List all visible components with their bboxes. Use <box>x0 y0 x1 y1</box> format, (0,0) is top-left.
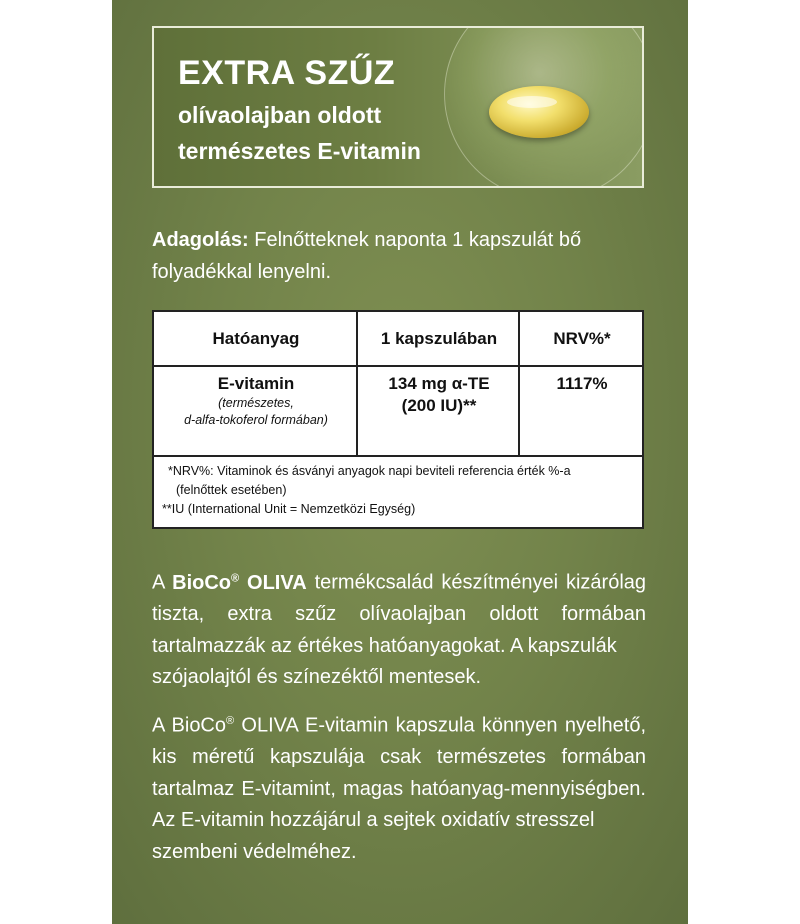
footnote-nrv-cont: (felnőttek esetében) <box>176 483 287 497</box>
product-banner <box>152 26 644 188</box>
ingredient-note-1: (természetes, <box>218 396 294 410</box>
amount-line-1: 134 mg α-TE <box>388 374 490 393</box>
table-footnotes <box>162 462 571 519</box>
ingredient-cell <box>154 373 358 429</box>
p1-body: termékcsalád készítményei kizárólag tiszta, extra szűz olívaolajban oldott formában tartalmazzák az értékes hatóanyagokat. A kapszulák <box>152 571 647 657</box>
dosage-text <box>152 224 632 288</box>
header-ingredient: Hatóanyag <box>212 328 300 348</box>
dosage-label: Adagolás: <box>152 229 249 251</box>
table-row <box>154 365 642 457</box>
product-panel <box>112 0 688 924</box>
dosage-instructions: Felnőtteknek naponta 1 kapszulát bő folyadékkal lenyelni. <box>152 229 582 283</box>
brand-name: BioCo® OLIVA <box>172 571 307 594</box>
p1-last-line: szójaolajtól és színezéktől mentesek. <box>152 666 482 689</box>
paragraph-vitamin-e: A BioCo® OLIVA E-vitamin kapszula könnyen nyelhető, kis méretű kapszulája csak természetes formában tartalmaz E-vitamint, magas hatóanyag-mennyiségben. Az E-vitamin hozzájárul a sejtek oxidatív stresszel szembeni védelméhez. <box>152 706 646 868</box>
paragraph-product-family <box>152 563 646 694</box>
table-header-row <box>154 312 642 367</box>
p1-prefix: A <box>152 571 165 594</box>
p2-body: OLIVA E-vitamin kapszula könnyen nyelhető, kis méretű kapszulája csak természetes formában tartalmaz E-vitamint, magas hatóanyag-mennyiségben. Az E-vitamin hozzájárul a sejtek oxidatív stresszel <box>152 714 646 832</box>
amount-cell <box>358 373 520 417</box>
footnote-nrv: *NRV%: Vitaminok és ásványi anyagok napi beviteli referencia érték %-a <box>168 464 571 478</box>
softgel-capsule-icon <box>489 86 589 138</box>
amount-line-2: (200 IU)** <box>401 396 477 415</box>
banner-title: EXTRA SZŰZ <box>178 54 396 92</box>
nutrition-table <box>152 310 644 529</box>
nrv-value: 1117% <box>556 374 608 393</box>
header-nrv: NRV%* <box>553 328 611 348</box>
p2-prefix: A BioCo <box>152 714 227 737</box>
p2-last-line: szembeni védelméhez. <box>152 840 357 863</box>
banner-subtitle-line1: olívaolajban oldott <box>178 102 382 128</box>
header-per-capsule: 1 kapszulában <box>380 328 498 348</box>
ingredient-note-2: d-alfa-tokoferol formában) <box>184 413 328 427</box>
ingredient-name: E-vitamin <box>217 374 295 393</box>
nrv-cell <box>520 373 644 395</box>
banner-subtitle-line2: természetes E-vitamin <box>178 138 421 164</box>
footnote-iu: **IU (International Unit = Nemzetközi Egység) <box>162 502 416 516</box>
